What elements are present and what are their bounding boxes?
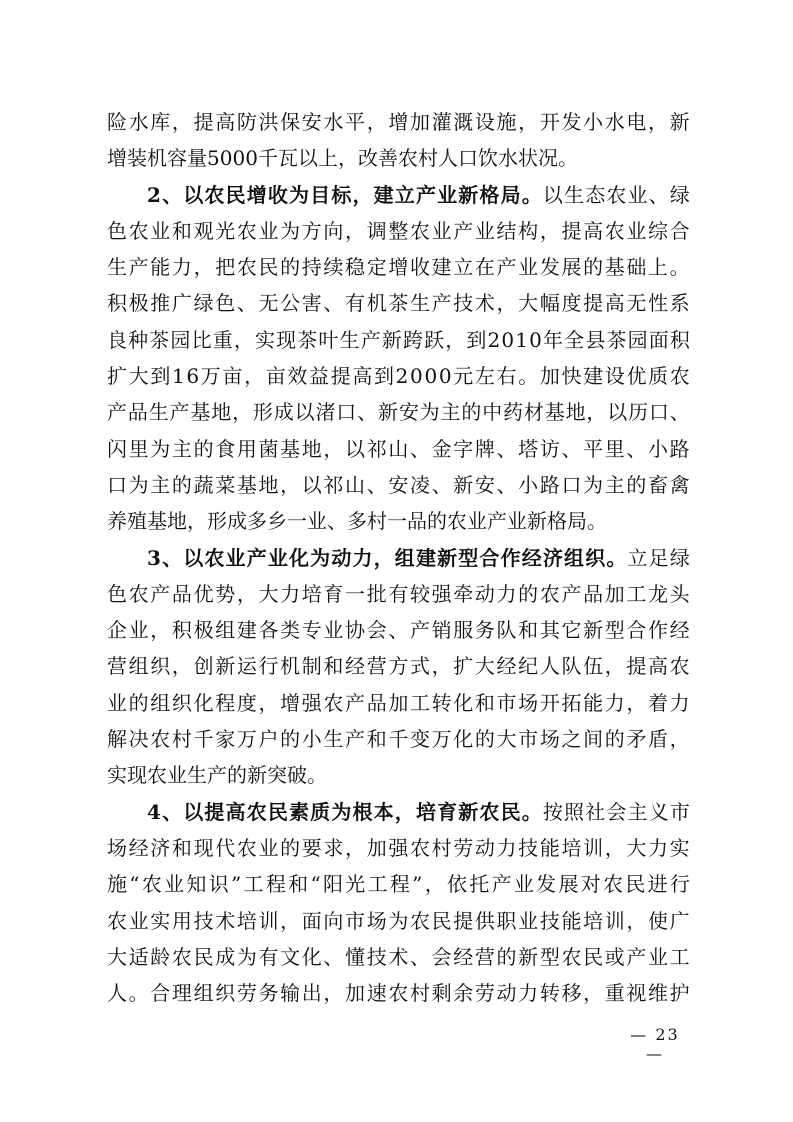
text-line: 色 农 产 品 优 势 ， 大 力 培 育 一 批 有 较 强 牵 动 力 的 农 产 品 加 工 龙 头 xyxy=(107,581,690,606)
text-line: 大 适 龄 农 民 成 为 有 文 化 、 懂 技 术 、 会 经 营 的 新 型 农 民 或 产 业 工 xyxy=(107,944,690,969)
text-line: 企 业 ， 积 极 组 建 各 类 专 业 协 会 、 产 销 服 务 队 和 其 它 新 型 合 作 经 xyxy=(107,618,690,643)
text-line: 增 装 机 容 量 5 0 0 0 千 瓦 以 上 ， 改 善 农 村 人 口 饮 水 状 况 。 xyxy=(107,146,578,171)
text-line: 扩 大 到 1 6 万 亩 ， 亩 效 益 提 高 到 2 0 0 0 元 左 右 。 加 快 建 设 优 质 农 xyxy=(107,364,690,389)
text-line: 闪 里 为 主 的 食 用 菌 基 地 ， 以 祁 山 、 金 字 牌 、 塔 访 、 平 里 、 小 路 xyxy=(107,436,690,461)
text-line: 2 、 以 农 民 增 收 为 目 标 ， 建 立 产 业 新 格 局 。 以 生 态 农 业 、 绿 xyxy=(147,182,690,207)
text-line: 4 、 以 提 高 农 民 素 质 为 根 本 ， 培 育 新 农 民 。 按 照 社 会 主 义 市 xyxy=(147,799,690,824)
text-line: 险 水 库 ， 提 高 防 洪 保 安 水 平 ， 增 加 灌 溉 设 施 ， 开 发 小 水 电 ， 新 xyxy=(107,110,690,134)
text-line: 3 、 以 农 业 产 业 化 为 动 力 ， 组 建 新 型 合 作 经 济 组 织 。 立 足 绿 xyxy=(147,545,690,570)
document-body xyxy=(107,104,690,1011)
text-line: 色 农 业 和 观 光 农 业 为 方 向 ， 调 整 农 业 产 业 结 构 ， 提 高 农 业 综 合 xyxy=(107,218,690,243)
text-line: 场 经 济 和 现 代 农 业 的 要 求 ， 加 强 农 村 劳 动 力 技 能 培 训 ， 大 力 实 xyxy=(107,835,690,860)
text-line: 实 现 农 业 生 产 的 新 突 破 。 xyxy=(107,763,327,788)
text-line: 养 殖 基 地 ， 形 成 多 乡 一 业 、 多 村 一 品 的 农 业 产 业 新 格 局 。 xyxy=(107,509,607,534)
text-line: 良 种 茶 园 比 重 ， 实 现 茶 叶 生 产 新 跨 跃 ， 到 2 0 1 0 年 全 县 茶 园 面 积 xyxy=(107,327,690,352)
text-line: 口 为 主 的 蔬 菜 基 地 ， 以 祁 山 、 安 凌 、 新 安 、 小 路 口 为 主 的 畜 禽 xyxy=(107,472,690,497)
text-line: 施 “ 农 业 知 识 ” 工 程 和 “ 阳 光 工 程 ” ， 依 托 产 业 发 展 对 农 民 进 行 xyxy=(107,872,690,897)
text-line: 业 的 组 织 化 程 度 ， 增 强 农 产 品 加 工 转 化 和 市 场 开 拓 能 力 ， 着 力 xyxy=(107,690,690,715)
text-line: 积 极 推 广 绿 色 、 无 公 害 、 有 机 茶 生 产 技 术 ， 大 幅 度 提 高 无 性 系 xyxy=(107,291,690,316)
text-line: 解 决 农 村 千 家 万 户 的 小 生 产 和 千 变 万 化 的 大 市 场 之 间 的 矛 盾 ， xyxy=(107,727,690,752)
text-line: 农 业 实 用 技 术 培 训 ， 面 向 市 场 为 农 民 提 供 职 业 技 能 培 训 ， 使 广 xyxy=(107,908,690,933)
text-line: 营 组 织 ， 创 新 运 行 机 制 和 经 营 方 式 ， 扩 大 经 纪 人 队 伍 ， 提 高 农 xyxy=(107,654,690,679)
text-line: 人 。 合 理 组 织 劳 务 输 出 ， 加 速 农 村 剩 余 劳 动 力 转 移 ， 重 视 维 护 xyxy=(107,981,690,1006)
page-number: — 23 — xyxy=(630,1025,680,1063)
text-line: 产 品 生 产 基 地 ， 形 成 以 渚 口 、 新 安 为 主 的 中 药 材 基 地 ， 以 历 口 、 xyxy=(107,400,690,425)
text-line: 生 产 能 力 ， 把 农 民 的 持 续 稳 定 增 收 建 立 在 产 业 发 展 的 基 础 上 。 xyxy=(107,255,690,280)
